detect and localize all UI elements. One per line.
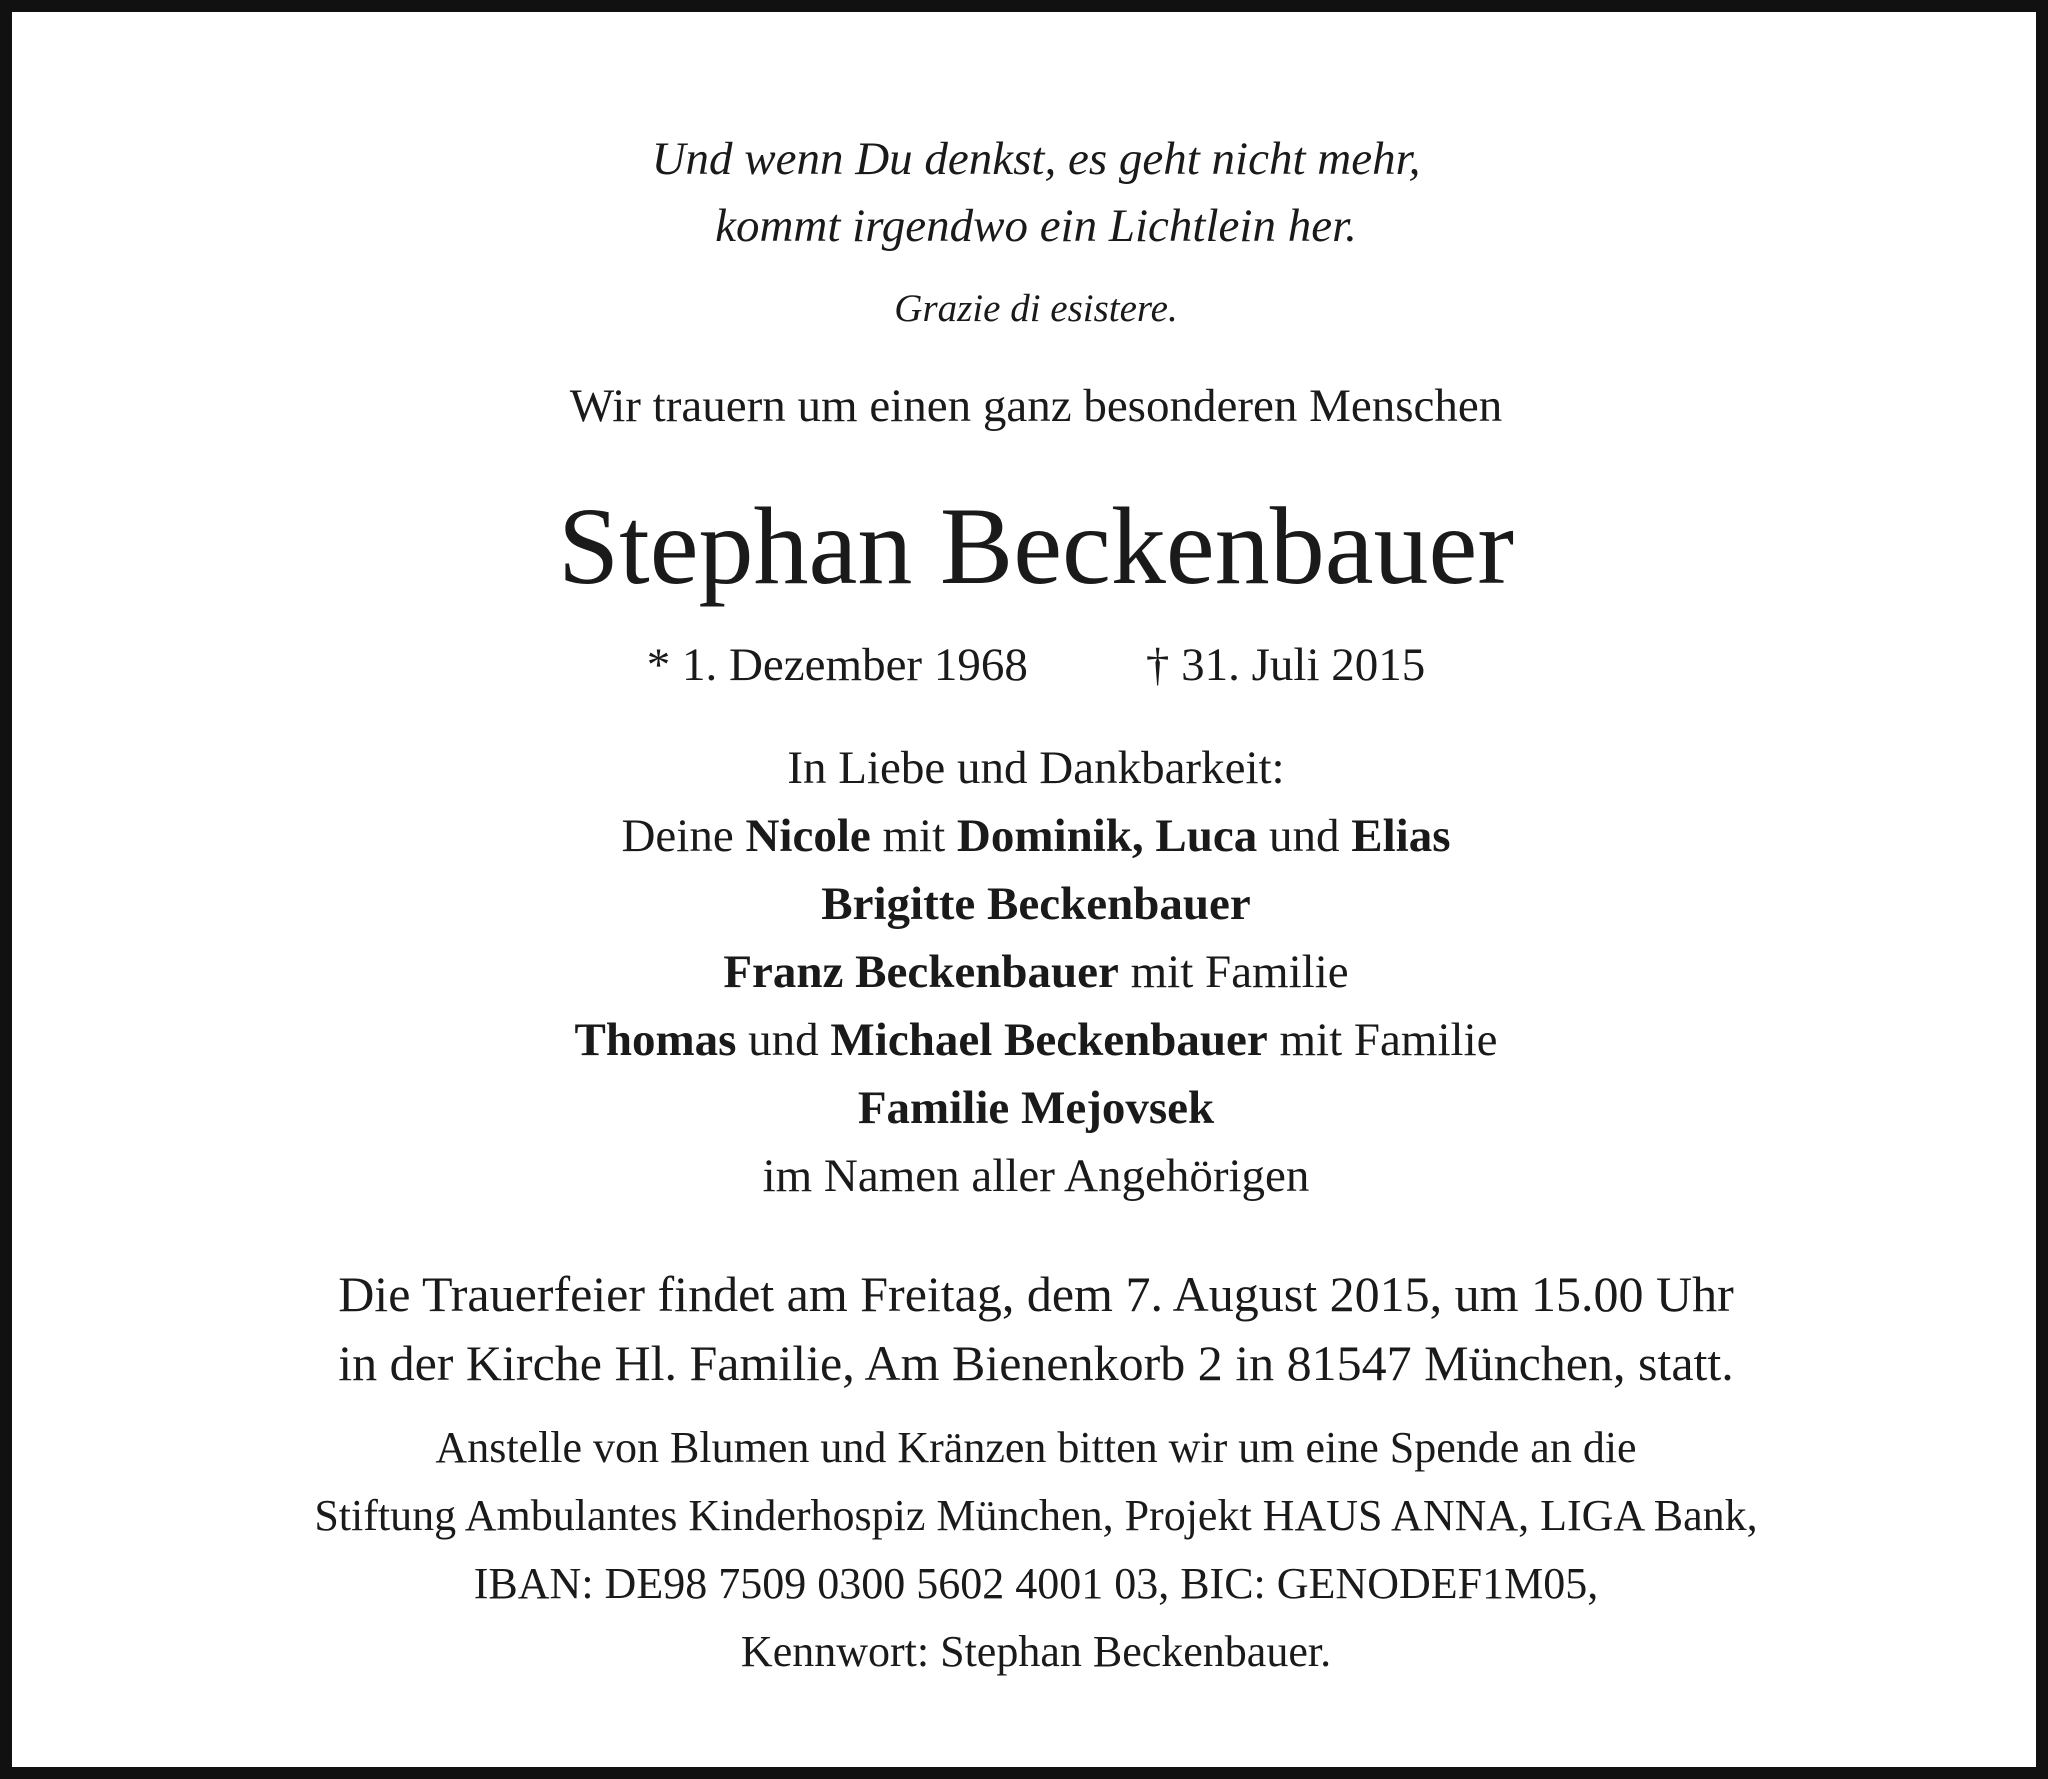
life-dates <box>12 638 2048 692</box>
mourner-name: Brigitte Beckenbauer <box>821 878 1251 930</box>
death-date: † 31. Juli 2015 <box>1145 639 1426 691</box>
mourner-text: mit Familie <box>1118 946 1349 998</box>
mourner-name: Nicole <box>745 810 871 862</box>
mourners-line-family <box>12 809 2048 863</box>
mourner-text: mit Familie <box>1267 1014 1498 1066</box>
birth-date: * 1. Dezember 1968 <box>646 639 1028 691</box>
mourner-name: Thomas <box>574 1014 737 1066</box>
mourner-text: und <box>1257 810 1352 862</box>
quote-line-1: Und wenn Du denkst, es geht nicht mehr, <box>651 133 1421 185</box>
mourner-name: Franz Beckenbauer <box>723 946 1119 998</box>
donation-line-3: IBAN: DE98 7509 0300 5602 4001 03, BIC: GENODEF1M05, <box>473 1559 1599 1608</box>
mourner-name: Elias <box>1351 810 1451 862</box>
quote-line-2: kommt irgendwo ein Lichtlein her. <box>715 200 1357 252</box>
mourners-line-mejovsek <box>12 1081 2048 1135</box>
mourners-line-franz <box>12 945 2048 999</box>
mourner-name: Michael Beckenbauer <box>830 1014 1268 1066</box>
dedication-line: Grazie di esistere. <box>894 287 1178 330</box>
intro-line: Wir trauern um einen ganz besonderen Menschen <box>569 380 1503 432</box>
funeral-line-1: Die Trauerfeier findet am Freitag, dem 7. August 2015, um 15.00 Uhr <box>338 1266 1734 1322</box>
mourner-text: und <box>736 1014 831 1066</box>
deceased-name: Stephan Beckenbauer <box>557 485 1514 607</box>
mourners-heading: In Liebe und Dankbarkeit: <box>787 742 1285 794</box>
mourner-text: Deine <box>621 810 746 862</box>
mourners-line-all: im Namen aller Angehörigen <box>762 1150 1310 1202</box>
mourner-name: Dominik, Luca <box>956 810 1258 862</box>
mourner-name: Familie Mejovsek <box>857 1082 1215 1134</box>
donation-line-1: Anstelle von Blumen und Kränzen bitten wir um eine Spende an die <box>435 1423 1637 1472</box>
funeral-line-2: in der Kirche Hl. Familie, Am Bienenkorb 2 in 81547 München, statt. <box>338 1335 1734 1391</box>
donation-line-4: Kennwort: Stephan Beckenbauer. <box>740 1627 1332 1676</box>
donation-line-2: Stiftung Ambulantes Kinderhospiz München, Projekt HAUS ANNA, LIGA Bank, <box>314 1491 1758 1540</box>
mourner-text: mit <box>870 810 957 862</box>
mourners-line-brigitte <box>12 877 2048 931</box>
mourners-line-thomas-michael <box>12 1013 2048 1067</box>
